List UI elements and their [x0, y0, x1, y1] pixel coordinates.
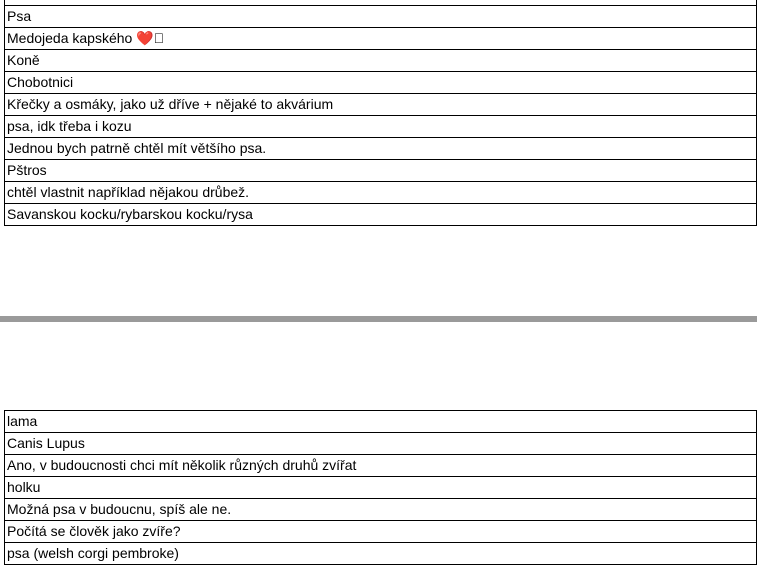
- table-row: [5, 50, 757, 72]
- response-cell: Křečky a osmáky, jako už dříve + nějaké to akvárium: [5, 94, 757, 116]
- response-cell: lama: [5, 411, 757, 433]
- table-row: [5, 521, 757, 543]
- response-cell: Ano, v budoucnosti chci mít několik různých druhů zvířat: [5, 455, 757, 477]
- table-row: [5, 138, 757, 160]
- table-row: [5, 499, 757, 521]
- response-cell: psa (welsh corgi pembroke): [5, 543, 757, 565]
- response-cell: Canis Lupus: [5, 433, 757, 455]
- table-row: [5, 28, 757, 50]
- table-row: [5, 116, 757, 138]
- response-cell: Savanskou kocku/rybarskou kocku/rysa: [5, 204, 757, 226]
- response-cell: Medojeda kapského ❤️ : [5, 28, 757, 50]
- table-row: [5, 72, 757, 94]
- response-cell: chtěl vlastnit například nějakou drůbež.: [5, 182, 757, 204]
- response-cell: Možná psa v budoucnu, spíš ale ne.: [5, 499, 757, 521]
- response-cell: Koně: [5, 50, 757, 72]
- response-cell: Pštros: [5, 160, 757, 182]
- section-divider: [0, 316, 757, 322]
- responses-table-top: [4, 0, 757, 226]
- table-row: [5, 160, 757, 182]
- table-row: [5, 6, 757, 28]
- table-row: [5, 182, 757, 204]
- response-cell: Psa: [5, 6, 757, 28]
- table-row: [5, 543, 757, 565]
- table-row: [5, 455, 757, 477]
- response-cell: holku: [5, 477, 757, 499]
- table-row: [5, 204, 757, 226]
- response-cell: Počítá se člověk jako zvíře?: [5, 521, 757, 543]
- response-cell: Chobotnici: [5, 72, 757, 94]
- table-row: [5, 411, 757, 433]
- table-row: [5, 94, 757, 116]
- table-row: [5, 433, 757, 455]
- responses-table-bottom: [4, 410, 757, 565]
- response-cell: Jednou bych patrně chtěl mít většího psa.: [5, 138, 757, 160]
- response-cell: psa, idk třeba i kozu: [5, 116, 757, 138]
- table-row: [5, 477, 757, 499]
